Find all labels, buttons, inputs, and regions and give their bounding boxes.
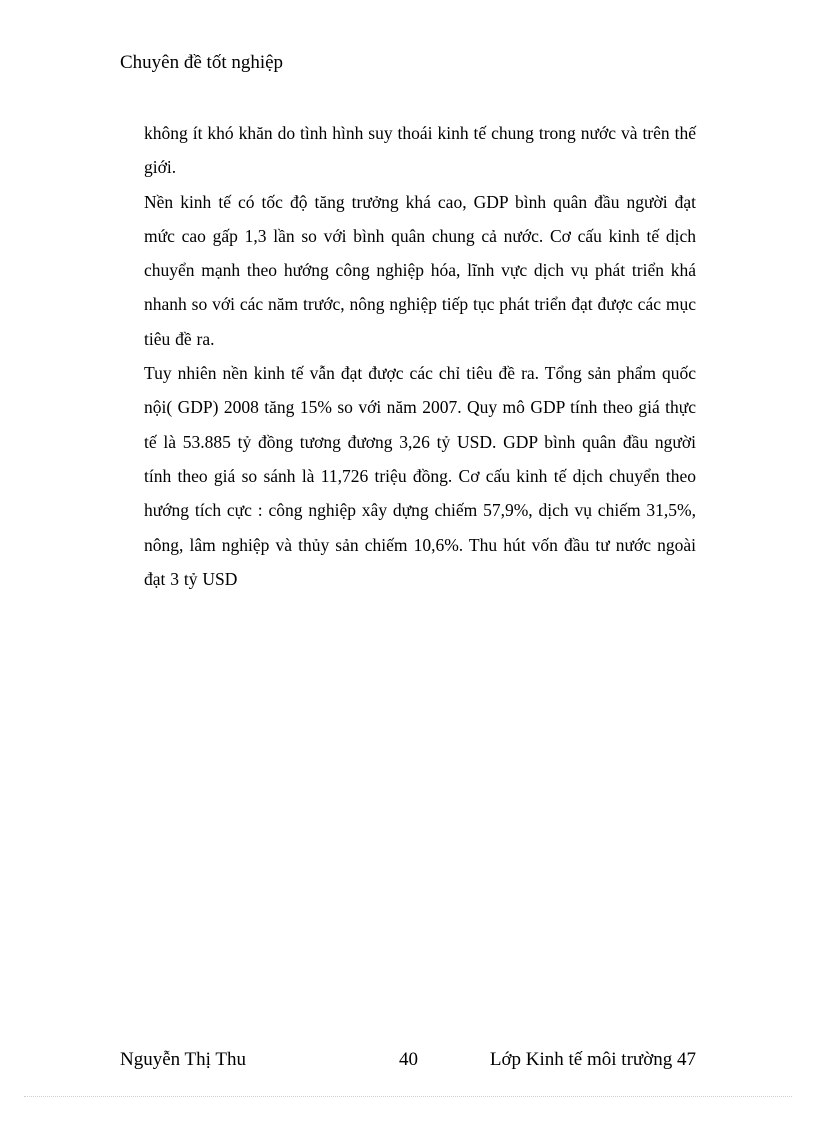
- paragraph-3: Tuy nhiên nền kinh tế vẫn đạt được các chỉ tiêu đề ra. Tổng sản phẩm quốc nội( GDP) 2008 tăng 15% so với năm 2007. Quy mô GDP tính theo giá thực tế là 53.885 tỷ đồng tương đương 3,26 tỷ USD. GDP bình quân đầu người tính theo giá so sánh là 11,726 triệu đồng. Cơ cấu kinh tế dịch chuyển theo hướng tích cực : công nghiệp xây dựng chiếm 57,9%, dịch vụ chiếm 31,5%, nông, lâm nghiệp và thủy sản chiếm 10,6%. Thu hút vốn đầu tư nước ngoài đạt 3 tỷ USD: [144, 363, 696, 589]
- bottom-divider: [24, 1096, 792, 1097]
- footer-page-number: 40: [399, 1049, 418, 1070]
- footer-author: Nguyễn Thị Thu: [120, 1049, 246, 1070]
- page-header-title: Chuyên đề tốt nghiệp: [120, 52, 284, 73]
- body-text: [144, 116, 696, 596]
- footer-class-name: Lớp Kinh tế môi trường 47: [489, 1049, 696, 1070]
- paragraph-1: không ít khó khăn do tình hình suy thoái kinh tế chung trong nước và trên thế giới.: [144, 123, 696, 178]
- paragraph-2: Nền kinh tế có tốc độ tăng trưởng khá cao, GDP bình quân đầu người đạt mức cao gấp 1,3 lần so với bình quân chung cả nước. Cơ cấu kinh tế dịch chuyển mạnh theo hướng công nghiệp hóa, lĩnh vực dịch vụ phát triển khá nhanh so với các năm trước, nông nghiệp tiếp tục phát triển đạt được các mục tiêu đề ra.: [144, 191, 696, 349]
